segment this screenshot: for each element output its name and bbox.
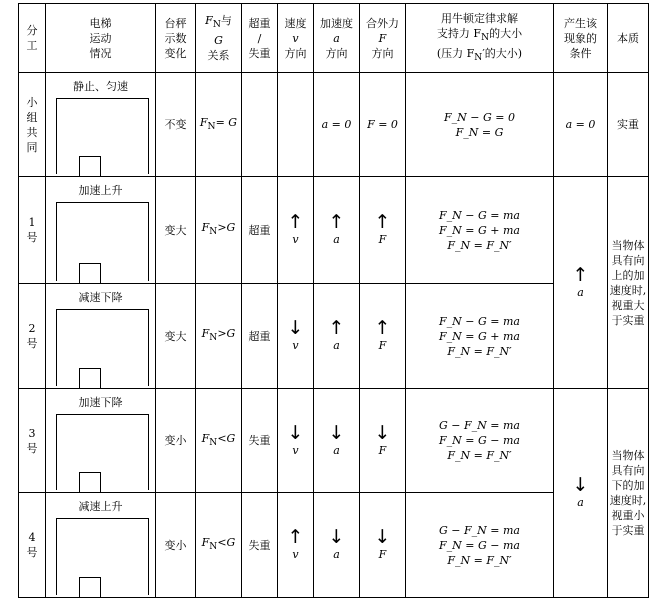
- role-cell: 小 组 共 同: [19, 73, 46, 177]
- header-essence: 本质: [608, 4, 649, 73]
- arrow-down-icon: ↓: [287, 317, 304, 339]
- role-cell: 3 号: [19, 389, 46, 493]
- motion-cell: [46, 284, 156, 389]
- elevator-overweight-table: [18, 3, 649, 598]
- weight-state-cell: [242, 73, 278, 177]
- scale-change-cell: 变大: [156, 284, 196, 389]
- role-cell: 4 号: [19, 493, 46, 598]
- header-motion: 电梯 运动 情况: [46, 4, 156, 73]
- velocity-cell: ↑ v: [278, 177, 314, 284]
- force-cell: ↓ F: [360, 493, 406, 598]
- arrow-down-icon: ↓: [287, 421, 304, 444]
- newton-cell: F_N − G = ma F_N = G + ma F_N = F_N′: [406, 284, 554, 389]
- role-cell: 2 号: [19, 284, 46, 389]
- arrow-down-icon: ↓: [572, 474, 589, 496]
- elevator-box: [56, 309, 149, 386]
- accel-cell: ↑ a: [314, 284, 360, 389]
- elevator-box: [56, 414, 149, 490]
- scale-change-cell: 变大: [156, 177, 196, 284]
- row-1: [19, 177, 649, 284]
- header-weight-state: 超重 / 失重: [242, 4, 278, 73]
- motion-cell: [46, 177, 156, 284]
- arrow-down-icon: ↓: [328, 526, 345, 548]
- newton-cell: G − F_N = ma F_N = G − ma F_N = F_N′: [406, 389, 554, 493]
- force-cell: ↑ F: [360, 177, 406, 284]
- elevator-box: [56, 202, 149, 281]
- elevator-diagram: 减速下降: [46, 284, 155, 388]
- arrow-down-icon: ↓: [328, 421, 345, 444]
- condition-cell: a = 0: [554, 73, 608, 177]
- elevator-diagram: 减速上升: [46, 493, 155, 597]
- header-scale: 台秤 示数 变化: [156, 4, 196, 73]
- scale-change-cell: 不变: [156, 73, 196, 177]
- header-newton: 用牛顿定律求解 支持力 $F_N$的大小 (压力 $F_N'$的大小): [406, 4, 554, 73]
- force-cell: ↑ F: [360, 284, 406, 389]
- scale-object: [79, 472, 101, 492]
- scale-change-cell: 变小: [156, 389, 196, 493]
- essence-up-cell: 当物体 具有向 上的加 速度时, 视重大 于实重: [608, 177, 649, 389]
- scale-object: [79, 577, 101, 597]
- header-fn-g: $F_N$与 G 关系: [196, 4, 242, 73]
- essence-cell: 实重: [608, 73, 649, 177]
- velocity-cell: [278, 73, 314, 177]
- row-group: [19, 73, 649, 177]
- elevator-diagram: 加速上升: [46, 177, 155, 283]
- relation-cell: $F_N<G$: [196, 389, 242, 493]
- header-net-force: 合外力 F 方向: [360, 4, 406, 73]
- accel-cell: ↑ a: [314, 177, 360, 284]
- scale-object: [79, 263, 101, 283]
- arrow-up-icon: ↑: [374, 211, 391, 233]
- velocity-cell: ↓ v: [278, 389, 314, 493]
- accel-cell: a = 0: [314, 73, 360, 177]
- arrow-up-icon: ↑: [328, 211, 345, 233]
- header-role: 分 工: [19, 4, 46, 73]
- arrow-up-icon: ↑: [572, 263, 589, 286]
- arrow-up-icon: ↑: [287, 526, 304, 548]
- relation-cell: $F_N= G$: [196, 73, 242, 177]
- role-cell: 1 号: [19, 177, 46, 284]
- arrow-up-icon: ↑: [287, 211, 304, 233]
- weight-state-cell: 失重: [242, 493, 278, 598]
- relation-cell: $F_N>G$: [196, 284, 242, 389]
- header-velocity: 速度 v 方向: [278, 4, 314, 73]
- header-condition: 产生该 现象的 条件: [554, 4, 608, 73]
- arrow-down-icon: ↓: [374, 526, 391, 548]
- accel-cell: ↓ a: [314, 493, 360, 598]
- velocity-cell: ↑ v: [278, 493, 314, 598]
- newton-cell: F_N − G = 0 F_N = G: [406, 73, 554, 177]
- weight-state-cell: 超重: [242, 284, 278, 389]
- velocity-cell: ↓ v: [278, 284, 314, 389]
- header-accel: 加速度 a 方向: [314, 4, 360, 73]
- motion-cell: [46, 493, 156, 598]
- newton-cell: F_N − G = ma F_N = G + ma F_N = F_N′: [406, 177, 554, 284]
- arrow-up-icon: ↑: [328, 317, 345, 339]
- relation-cell: $F_N<G$: [196, 493, 242, 598]
- scale-object: [79, 156, 101, 176]
- condition-down-cell: ↓ a: [554, 389, 608, 598]
- header-row: [19, 4, 649, 73]
- elevator-diagram: 加速下降: [46, 389, 155, 492]
- row-3: [19, 389, 649, 493]
- force-cell: ↓ F: [360, 389, 406, 493]
- essence-down-cell: 当物体 具有向 下的加 速度时, 视重小 于实重: [608, 389, 649, 598]
- condition-up-cell: ↑ a: [554, 177, 608, 389]
- motion-cell: [46, 73, 156, 177]
- motion-cell: [46, 389, 156, 493]
- scale-object: [79, 368, 101, 388]
- arrow-up-icon: ↑: [374, 317, 391, 339]
- force-cell: F = 0: [360, 73, 406, 177]
- arrow-down-icon: ↓: [374, 421, 391, 444]
- scale-change-cell: 变小: [156, 493, 196, 598]
- relation-cell: $F_N>G$: [196, 177, 242, 284]
- elevator-box: [56, 98, 149, 174]
- elevator-box: [56, 518, 149, 595]
- newton-cell: G − F_N = ma F_N = G − ma F_N = F_N′: [406, 493, 554, 598]
- weight-state-cell: 失重: [242, 389, 278, 493]
- elevator-diagram: 静止、匀速: [46, 73, 155, 176]
- accel-cell: ↓ a: [314, 389, 360, 493]
- weight-state-cell: 超重: [242, 177, 278, 284]
